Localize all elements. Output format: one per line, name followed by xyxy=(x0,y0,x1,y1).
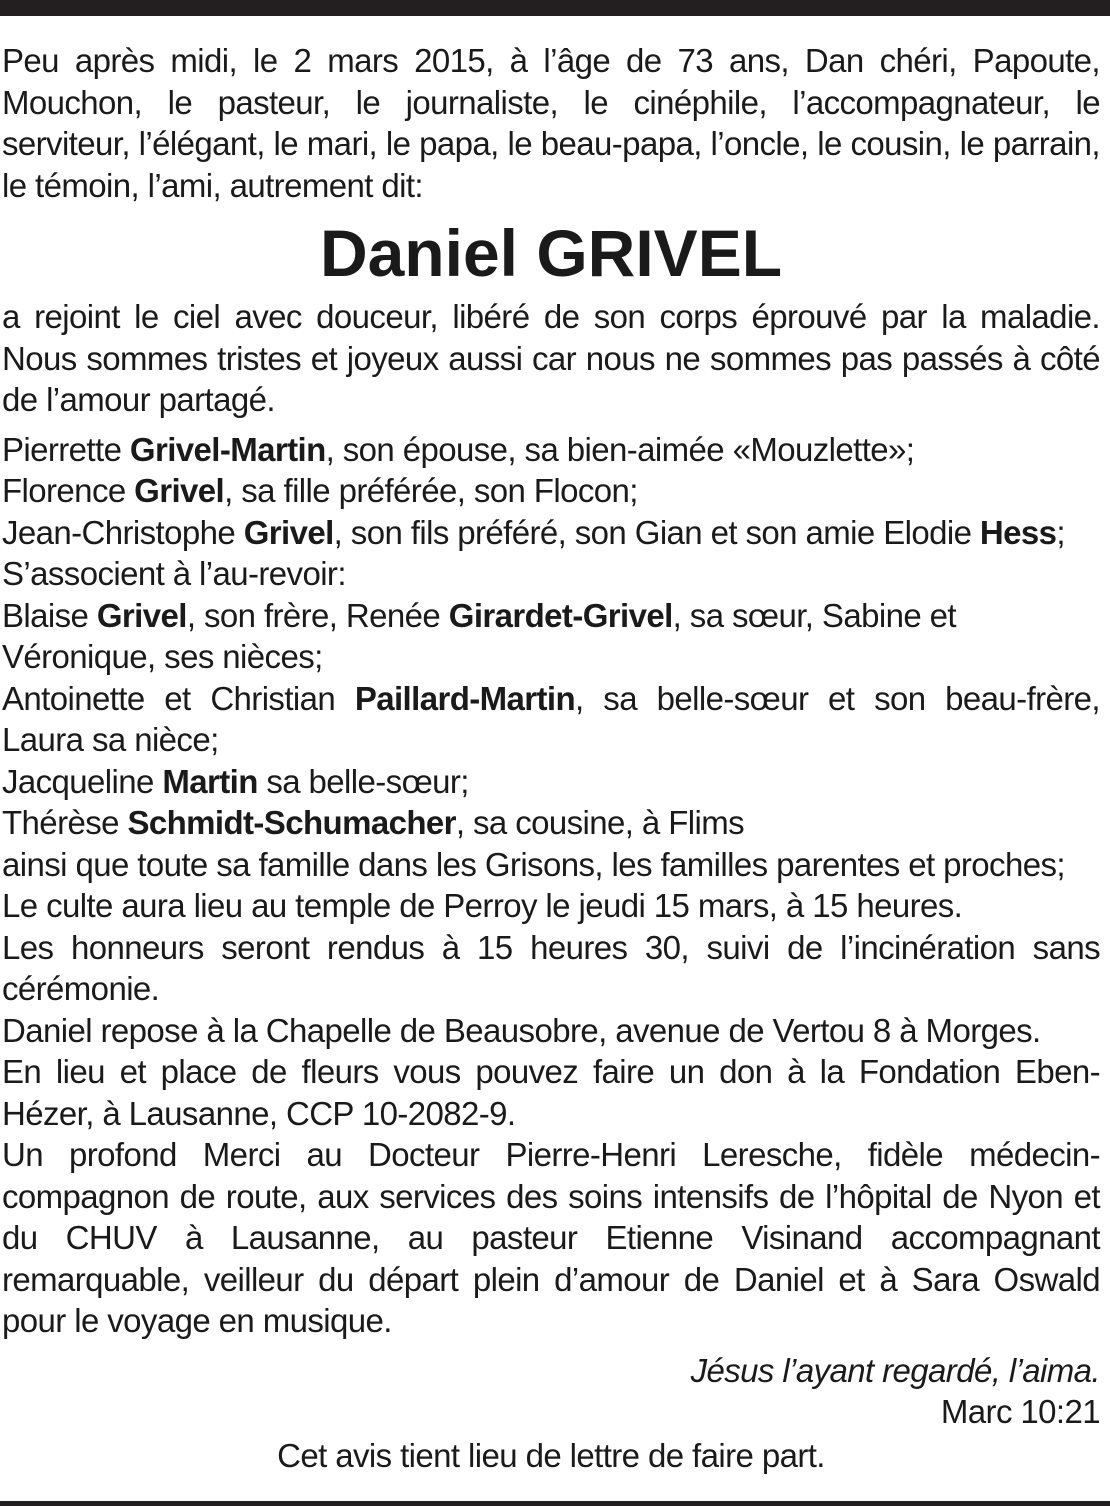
family-line-son: Jean-Christophe Grivel, son fils préféré, son Gian et son amie Elodie Hess; xyxy=(2,513,1065,551)
family-surname: Paillard-Martin xyxy=(354,679,576,717)
family-surname: Grivel xyxy=(96,596,187,634)
family-surname: Schmidt-Schumacher xyxy=(127,804,456,841)
family-surname: Grivel xyxy=(134,472,225,509)
family-associate-heading: S’associent à l’au-revoir: xyxy=(2,555,346,592)
donation-info: En lieu et place de fleurs vous pouvez faire un don à la Fondation Eben-Hézer, à Lausanne, CCP 10-2082-9. xyxy=(2,1053,1100,1132)
announcement-paragraph: a rejoint le ciel avec douceur, libéré de son corps éprouvé par la maladie. Nous sommes tristes et joyeux aussi car nous ne sommes pas passés à côté de l’amour partagé. xyxy=(2,298,1100,418)
top-rule xyxy=(0,0,1110,16)
family-line-cousin: Thérèse Schmidt-Schumacher, sa cousine, à Flims xyxy=(2,804,745,841)
thanks-paragraph: Un profond Merci au Docteur Pierre-Henri Leresche, fidèle médecin-compagnon de route, aux services des soins intensifs de l’hôpital de Nyon et du CHUV à Lausanne, au pasteur Etienne Visinand accompagnant remarquable, veilleur du départ plein d’amour de Daniel et à Sara Oswald pour le voyage en musique. xyxy=(2,1136,1100,1339)
family-surname: Grivel-Martin xyxy=(129,430,326,468)
family-surname: Grivel xyxy=(243,513,334,551)
honors-details: Les honneurs seront rendus à 15 heures 30, suivi de l’incinération sans cérémonie. xyxy=(2,928,1100,1007)
deceased-name: Daniel GRIVEL xyxy=(319,216,783,290)
family-surname: Hess xyxy=(979,513,1057,551)
family-surname: Girardet-Grivel xyxy=(448,596,673,634)
family-surname: Martin xyxy=(162,762,258,800)
scripture-quote: Jésus l’ayant regardé, l’aima. xyxy=(690,1351,1100,1389)
family-line-extended: ainsi que toute sa famille dans les Grisons, les familles parentes et proches; xyxy=(2,845,1065,883)
bottom-rule xyxy=(0,1501,1110,1506)
obituary-notice xyxy=(2,40,1100,1476)
intro-paragraph: Peu après midi, le 2 mars 2015, à l’âge de 73 ans, Dan chéri, Papoute, Mouchon, le pasteur, le journaliste, le cinéphile, l’accompagnateur, le serviteur, l’élégant, le mari, le papa, le beau-papa, l’oncle, le cousin, le parrain, le témoin, l’ami, autrement dit: xyxy=(2,42,1100,204)
service-details: Le culte aura lieu au temple de Perroy le jeudi 15 mars, à 15 heures. xyxy=(2,887,963,924)
family-line-siblings: Blaise Grivel, son frère, Renée Girardet-Grivel, sa sœur, Sabine et Véronique, ses nièces; xyxy=(2,596,956,675)
family-line-spouse: Pierrette Grivel-Martin, son épouse, sa bien-aimée «Mouzlette»; xyxy=(2,430,915,468)
family-line-in-laws: Antoinette et Christian Paillard-Martin, sa belle-sœur et son beau-frère, Laura sa nièce; xyxy=(2,679,1100,758)
family-line-daughter: Florence Grivel, sa fille préférée, son Flocon; xyxy=(2,472,638,509)
scripture-reference: Marc 10:21 xyxy=(940,1393,1100,1430)
family-line-sister-in-law: Jacqueline Martin sa belle-sœur; xyxy=(2,762,469,800)
resting-place: Daniel repose à la Chapelle de Beausobre, avenue de Vertou 8 à Morges. xyxy=(2,1011,1041,1049)
notice-footer: Cet avis tient lieu de lettre de faire part. xyxy=(277,1436,825,1474)
